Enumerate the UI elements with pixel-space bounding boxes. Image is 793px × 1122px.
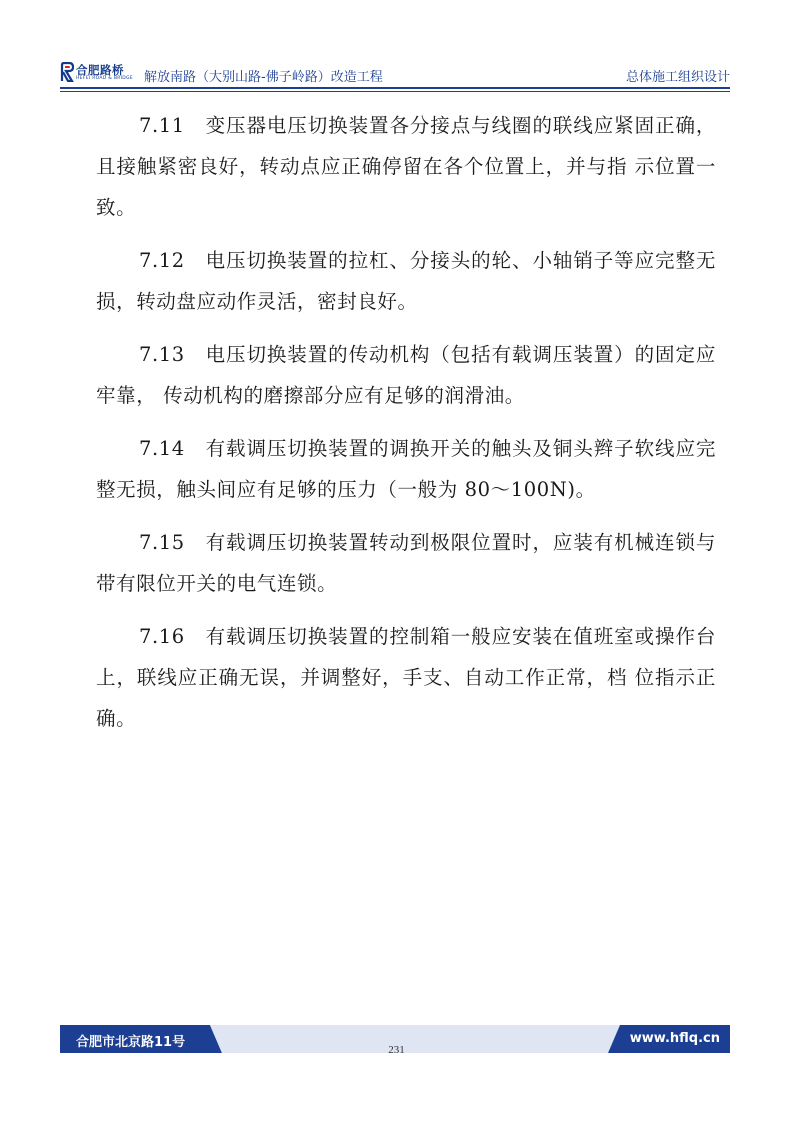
header-rule: [60, 87, 730, 89]
company-logo: [60, 62, 133, 84]
paragraph-7-12: 7.12 电压切换装置的拉杠、分接头的轮、小轴销子等应完整无损，转动盘应动作灵活，密封良好。: [96, 249, 716, 313]
paragraph-7-16: 7.16 有载调压切换装置的控制箱一般应安装在值班室或操作台上，联线应正确无误，并调整好，手支、自动工作正常，档 位指示正确。: [96, 625, 716, 730]
page-header: [60, 60, 730, 90]
footer-address: 合肥市北京路11号: [76, 1035, 186, 1050]
paragraph-7-11: 7.11 变压器电压切换装置各分接点与线圈的联线应紧固正确，且接触紧密良好，转动点应正确停留在各个位置上，并与指 示位置一致。: [96, 114, 716, 219]
project-title: 解放南路（大别山路-佛子岭路）改造工程: [144, 70, 383, 85]
header-rule-thin: [60, 91, 730, 92]
body-text: [96, 105, 716, 751]
paragraph-7-15: 7.15 有载调压切换装置转动到极限位置时，应装有机械连锁与带有限位开关的电气连锁。: [96, 531, 716, 595]
page-number: 231: [388, 1044, 405, 1056]
document-title: 总体施工组织设计: [625, 70, 730, 85]
logo-mark-icon: [60, 62, 74, 82]
paragraph-7-13: 7.13 电压切换装置的传动机构（包括有载调压装置）的固定应牢靠， 传动机构的磨擦部分应有足够的润滑油。: [96, 343, 716, 407]
footer-website[interactable]: www.hflq.cn: [629, 1031, 720, 1046]
paragraph-7-14: 7.14 有载调压切换装置的调换开关的触头及铜头辫子软线应完整无损，触头间应有足够的压力（一般为 80～100N)。: [96, 437, 716, 501]
logo-subtext: HEFEI ROAD & BRIDGE: [76, 76, 133, 81]
logo-text: 合肥路桥: [76, 63, 124, 77]
